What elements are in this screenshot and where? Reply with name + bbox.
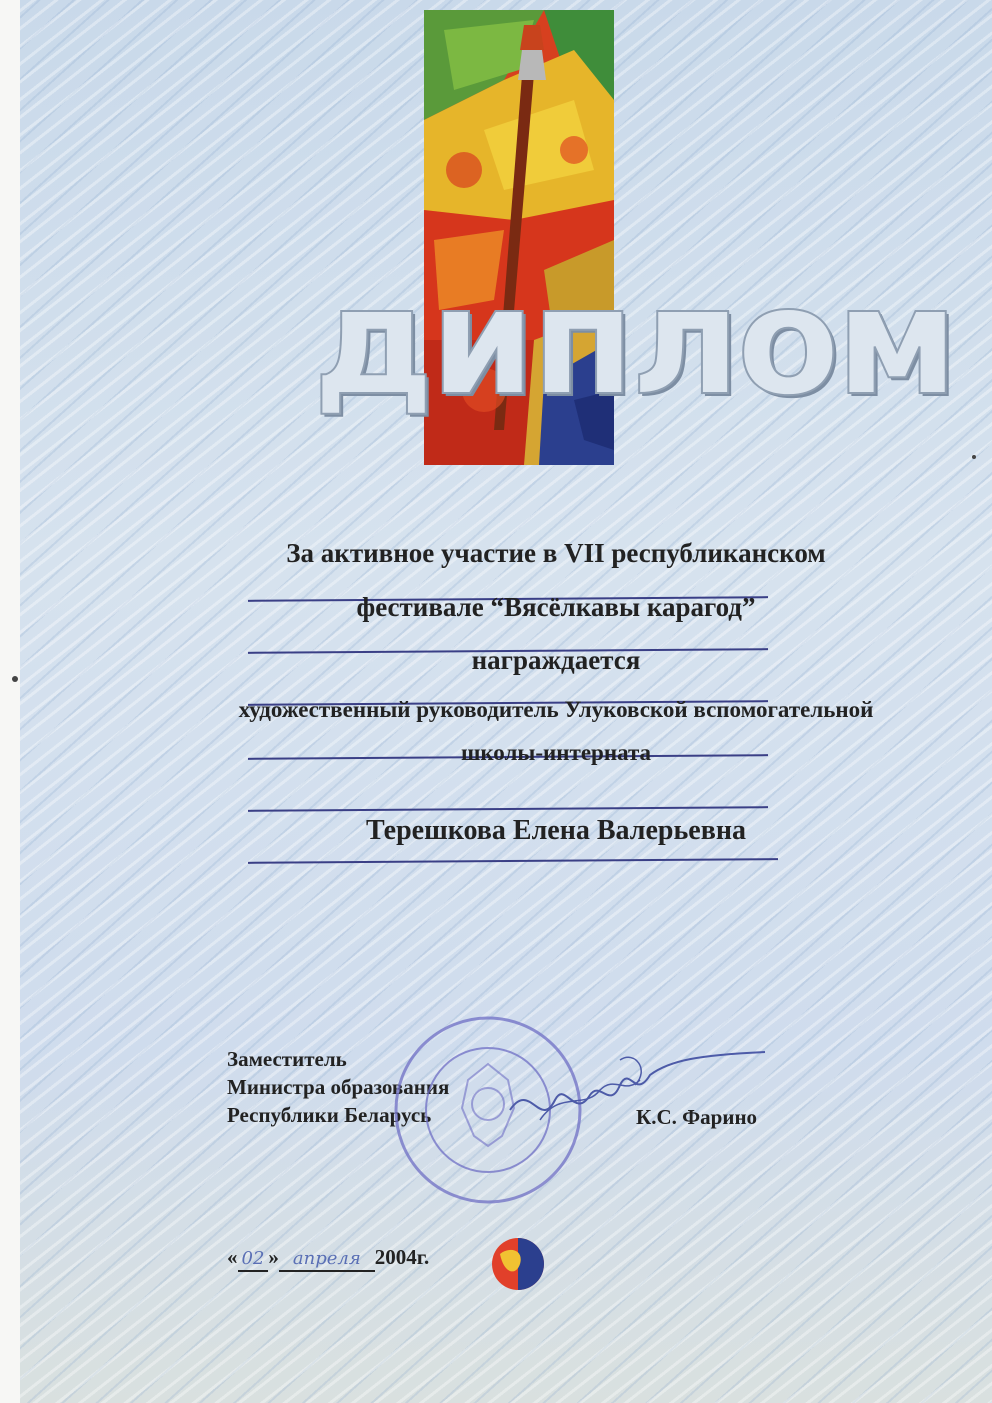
handwritten-signature bbox=[500, 1040, 770, 1140]
body-line-2: фестивале “Вясёлкавы карагод” bbox=[356, 592, 756, 622]
underline-6 bbox=[248, 858, 778, 864]
position-line-1: Заместитель bbox=[227, 1047, 347, 1071]
position-line-3: Республики Беларусь bbox=[227, 1103, 432, 1127]
position-line-2: Министра образования bbox=[227, 1075, 450, 1099]
body-line-5: школы-интерната bbox=[460, 740, 652, 765]
body-line-3: награждается bbox=[471, 645, 641, 675]
date-month: апреля bbox=[292, 1248, 361, 1269]
date-open-quote: « bbox=[227, 1245, 238, 1269]
date-year: 2004г. bbox=[374, 1245, 430, 1269]
signatory-name: К.С. Фарино bbox=[636, 1105, 758, 1129]
scan-speck bbox=[972, 455, 976, 459]
body-line-4: художественный руководитель Улуковской вспомогательной bbox=[238, 697, 874, 722]
date-day-field bbox=[238, 1245, 269, 1272]
body-line-1: За активное участие в VII республиканском bbox=[286, 538, 826, 568]
date-close-quote: » bbox=[268, 1245, 279, 1269]
recipient-name: Терешкова Елена Валерьевна bbox=[366, 815, 746, 846]
underline-5 bbox=[248, 806, 768, 812]
date-month-field bbox=[279, 1245, 375, 1272]
scan-speck bbox=[12, 676, 18, 682]
diploma-title: диплом bbox=[313, 255, 955, 429]
festival-logo bbox=[490, 1236, 546, 1292]
award-date bbox=[227, 1245, 429, 1272]
date-day: 02 bbox=[241, 1248, 265, 1269]
